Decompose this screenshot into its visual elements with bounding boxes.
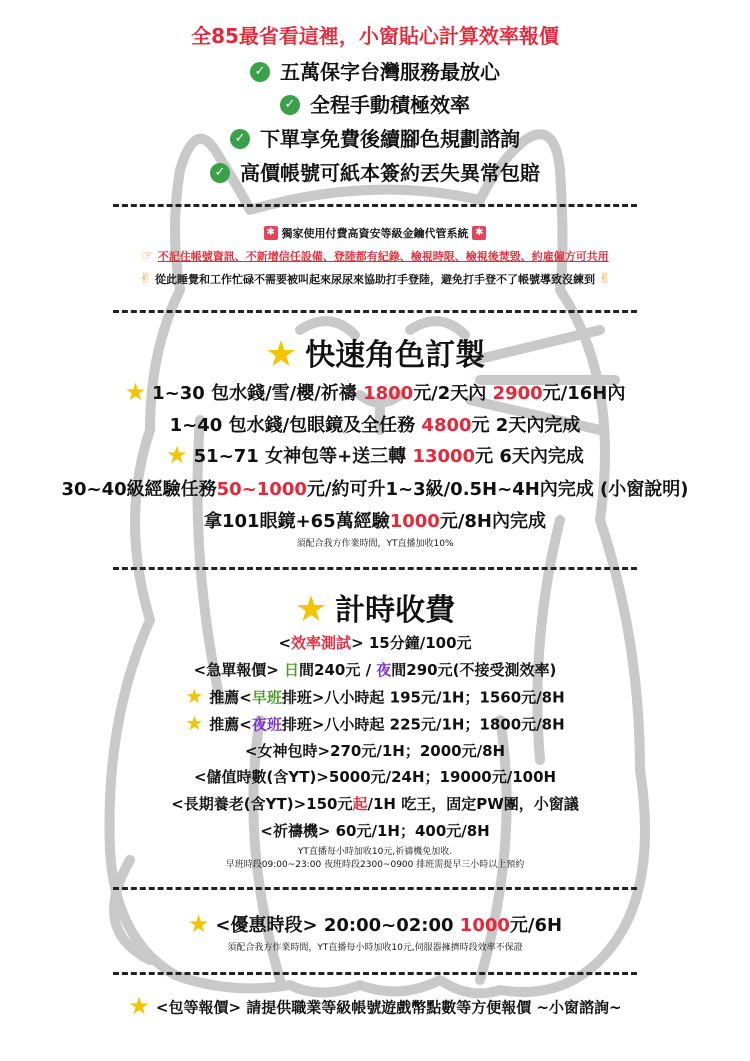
star-icon: ★ [185, 684, 204, 708]
victory-hand-icon: ✌ [598, 271, 611, 287]
security-line-3: ✌ 從此睡覺和工作忙碌不需要被叫起來尿尿來協助打手登陸，避免打手登不了帳號導致沒練到 ✌ [139, 271, 611, 287]
feature-text: 全程手動積極效率 [310, 93, 470, 117]
quick-row-3: ★ 51~71 女神包等+送三轉 13000元 6天內完成 [166, 441, 584, 469]
section-title-hourly: ★ 計時收費 [294, 589, 456, 630]
star-icon: ★ [166, 441, 188, 469]
hourly-urgent: <急單報價> 日間240元 / 夜間290元(不接受測效率) [193, 661, 557, 679]
discount-row: ★ <優惠時段> 20:00~02:00 1000元/6H [187, 910, 563, 938]
check-circle-icon: ✓ [280, 95, 300, 115]
footer-quote: ★ <包等報價> 請提供職業等級帳號遊戲幣點數等方便報價 ~小窗諮詢~ [128, 992, 622, 1020]
quick-note: 須配合我方作業時間，YT直播加收10% [296, 539, 454, 549]
star-icon: ★ [128, 992, 150, 1020]
hourly-recommend-day: ★ 推薦<早班排班>八小時起 195元/1H；1560元/8H [185, 684, 565, 708]
quick-row-4: 30~40級經驗任務50~1000元/約可升1~3級/0.5H~4H內完成 (小窗說明) [61, 479, 689, 500]
hourly-recommend-night: ★ 推薦<夜班排班>八小時起 225元/1H；1800元/8H [185, 711, 565, 735]
quick-row-5: 拿101眼鏡+65萬經驗1000元/8H內完成 [204, 511, 546, 532]
divider [113, 310, 637, 313]
feature-text: 下單享免費後續腳色規劃諮詢 [260, 127, 520, 151]
feature-row-4 [0, 157, 750, 186]
alert-badge-icon: ✱ [472, 226, 486, 240]
quick-row-1: ★ 1~30 包水錢/雪/櫻/祈禱 1800元/2天內 2900元/16H內 [124, 378, 626, 406]
hourly-note-2: 早班時段09:00~23:00 夜班時段2300~0900 排班需提早三小時以上預約 [225, 860, 525, 870]
check-circle-icon: ✓ [250, 62, 270, 82]
star-icon: ★ [187, 910, 210, 938]
pointing-hand-icon: ☞ [141, 248, 154, 264]
section-title-quick: ★ 快速角色訂製 [264, 334, 486, 375]
star-icon: ★ [294, 589, 328, 630]
page-title: 全85最省看這裡，小窗貼心計算效率報價 [191, 24, 559, 48]
alert-badge-icon: ✱ [264, 226, 278, 240]
feature-row-3 [0, 123, 750, 152]
star-icon: ★ [264, 334, 298, 375]
divider [113, 204, 637, 207]
check-circle-icon: ✓ [230, 129, 250, 149]
check-circle-icon: ✓ [210, 163, 230, 183]
security-line-1: ✱ 獨家使用付費高資安等級金鑰代管系統 ✱ [0, 225, 750, 241]
feature-text: 高價帳號可紙本簽約丟失異常包賠 [240, 161, 540, 185]
hourly-note-1: YT直播每小時加收10元,祈禱機免加收. [297, 847, 453, 857]
divider [113, 567, 637, 570]
quick-row-2: 1~40 包水錢/包眼鏡及全任務 4800元 2天內完成 [169, 415, 581, 436]
victory-hand-icon: ✌ [139, 271, 152, 287]
security-line-2: ☞ 不記住帳號資訊、不新增信任設備、登陸都有紀錄、檢視時限、檢視後焚毀、約雇僱方可共用 [141, 248, 609, 264]
hourly-test: <效率測試> 15分鐘/100元 [278, 634, 472, 652]
divider [113, 887, 637, 890]
hourly-pray: <祈禱機> 60元/1H；400元/8H [260, 822, 490, 840]
hourly-goddess: <女神包時>270元/1H；2000元/8H [244, 742, 506, 760]
hourly-longterm: <長期養老(含YT)>150元起/1H 吃王，固定PW團，小窗議 [171, 795, 579, 813]
feature-row-2 [0, 89, 750, 118]
star-icon: ★ [185, 711, 204, 735]
star-icon: ★ [124, 378, 147, 406]
divider [113, 972, 637, 975]
feature-row-1 [0, 56, 750, 85]
feature-text: 五萬保字台灣服務最放心 [280, 60, 500, 84]
hourly-stored: <儲值時數(含YT)>5000元/24H；19000元/100H [193, 768, 557, 786]
discount-note: 須配合我方作業時間，YT直播每小時加收10元,伺服器擁擠時段效率不保證 [227, 943, 523, 953]
